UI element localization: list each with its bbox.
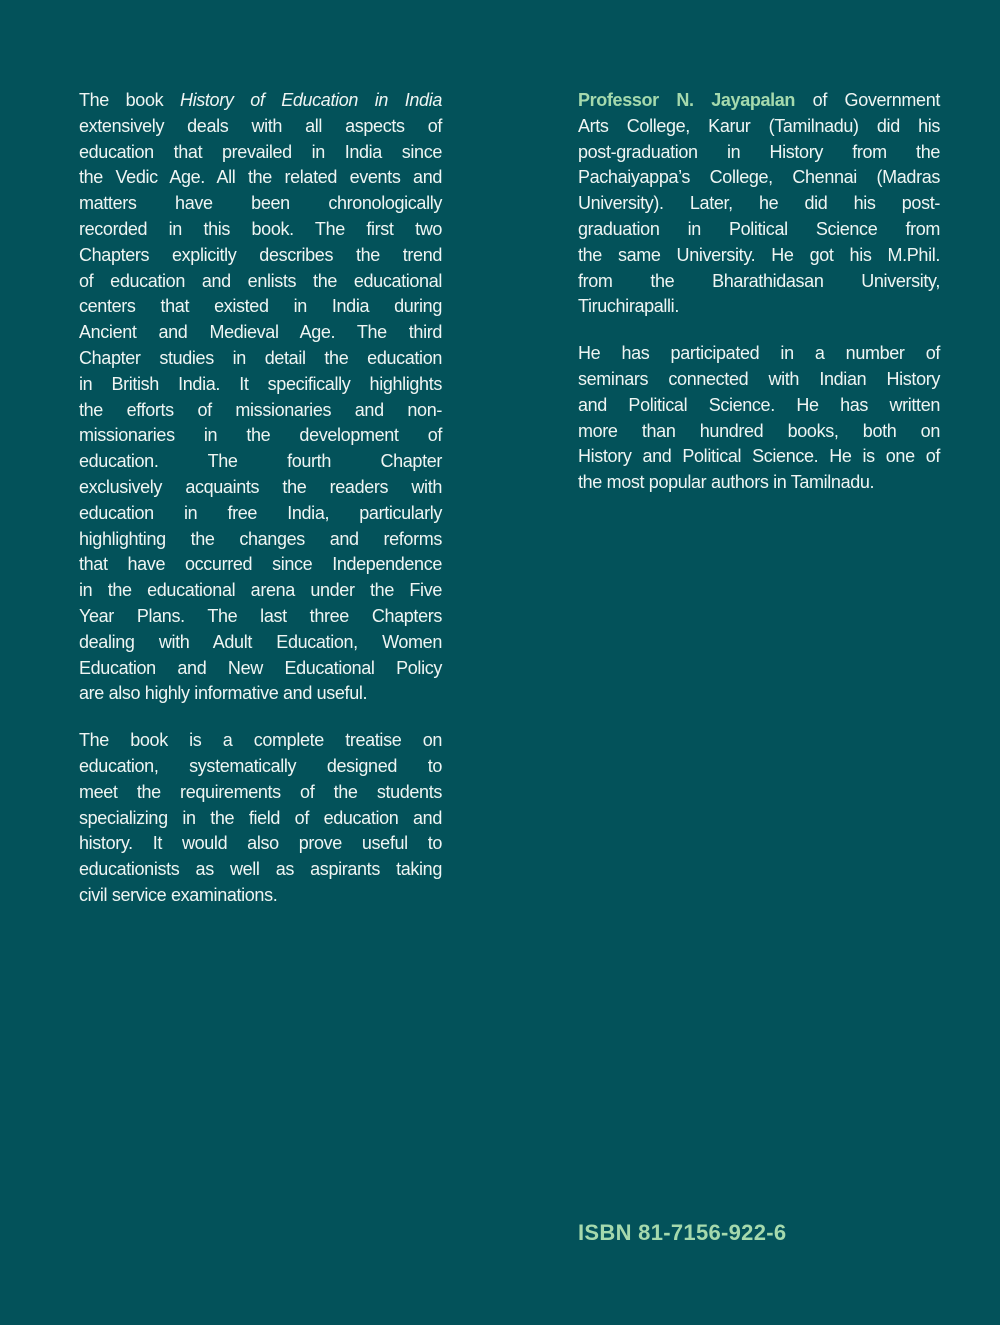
text-line: exclusively acquaints the readers with xyxy=(79,476,442,497)
text-line: history. It would also prove useful to xyxy=(79,833,442,854)
text-line: and Political Science. He has written xyxy=(578,394,940,415)
text-segment: of Government xyxy=(795,90,940,110)
left-column xyxy=(79,88,442,909)
text-line: extensively deals with all aspects of xyxy=(79,115,442,136)
text-line: education, systematically designed to xyxy=(79,755,442,776)
text-line: seminars connected with Indian History xyxy=(578,368,940,389)
text-line: in British India. It specifically highlights xyxy=(79,373,442,394)
text-line: matters have been chronologically xyxy=(79,193,442,214)
text-line: Year Plans. The last three Chapters xyxy=(79,605,442,626)
text-line: meet the requirements of the students xyxy=(79,781,442,802)
text-line: of education and enlists the educational xyxy=(79,270,442,291)
text-line: post-graduation in History from the xyxy=(578,141,940,162)
paragraph xyxy=(79,88,442,707)
text-line: University). Later, he did his post- xyxy=(578,193,940,214)
paragraph xyxy=(79,728,442,909)
text-line: more than hundred books, both on xyxy=(578,420,940,441)
text-line: graduation in Political Science from xyxy=(578,218,940,239)
text-line: in the educational arena under the Five xyxy=(79,580,442,601)
text-line: the Vedic Age. All the related events and xyxy=(79,167,442,188)
text-line: dealing with Adult Education, Women xyxy=(79,631,442,652)
text-line: recorded in this book. The first two xyxy=(79,218,442,239)
text-line: The book is a complete treatise on xyxy=(79,730,442,751)
right-column xyxy=(578,88,940,496)
text-line: He has participated in a number of xyxy=(578,343,940,364)
text-line: from the Bharathidasan University, xyxy=(578,270,940,291)
isbn-text: ISBN 81-7156-922-6 xyxy=(578,1220,787,1245)
text-line xyxy=(578,88,940,114)
text-line: the efforts of missionaries and non- xyxy=(79,399,442,420)
text-segment-italic: History of Education in India xyxy=(179,90,442,110)
text-line: Arts College, Karur (Tamilnadu) did his xyxy=(578,115,940,136)
text-line: centers that existed in India during xyxy=(79,296,442,317)
text-line: the most popular authors in Tamilnadu. xyxy=(578,472,875,493)
text-line: Chapter studies in detail the education xyxy=(79,347,442,368)
text-line: Ancient and Medieval Age. The third xyxy=(79,322,442,343)
text-line: the same University. He got his M.Phil. xyxy=(578,244,940,265)
text-line: Education and New Educational Policy xyxy=(79,657,442,678)
paragraph xyxy=(578,88,940,320)
text-line xyxy=(79,88,442,114)
text-line: Pachaiyappa’s College, Chennai (Madras xyxy=(578,167,940,188)
text-line: History and Political Science. He is one of xyxy=(578,446,940,467)
text-line: are also highly informative and useful. xyxy=(79,683,368,704)
text-line: education in free India, particularly xyxy=(79,502,442,523)
text-line: that have occurred since Independence xyxy=(79,554,442,575)
text-segment-accent-bold: Professor N. Jayapalan xyxy=(578,90,796,110)
text-line: Tiruchirapalli. xyxy=(578,296,679,317)
text-line: educationists as well as aspirants taking xyxy=(79,859,442,880)
paragraph xyxy=(578,341,940,496)
text-line: education. The fourth Chapter xyxy=(79,451,442,472)
text-line: education that prevailed in India since xyxy=(79,141,442,162)
text-line: highlighting the changes and reforms xyxy=(79,528,442,549)
text-line: civil service examinations. xyxy=(79,884,278,905)
text-segment: The book xyxy=(79,90,180,110)
text-line: Chapters explicitly describes the trend xyxy=(79,244,442,265)
text-line: missionaries in the development of xyxy=(79,425,442,446)
text-line: specializing in the field of education and xyxy=(79,807,442,828)
